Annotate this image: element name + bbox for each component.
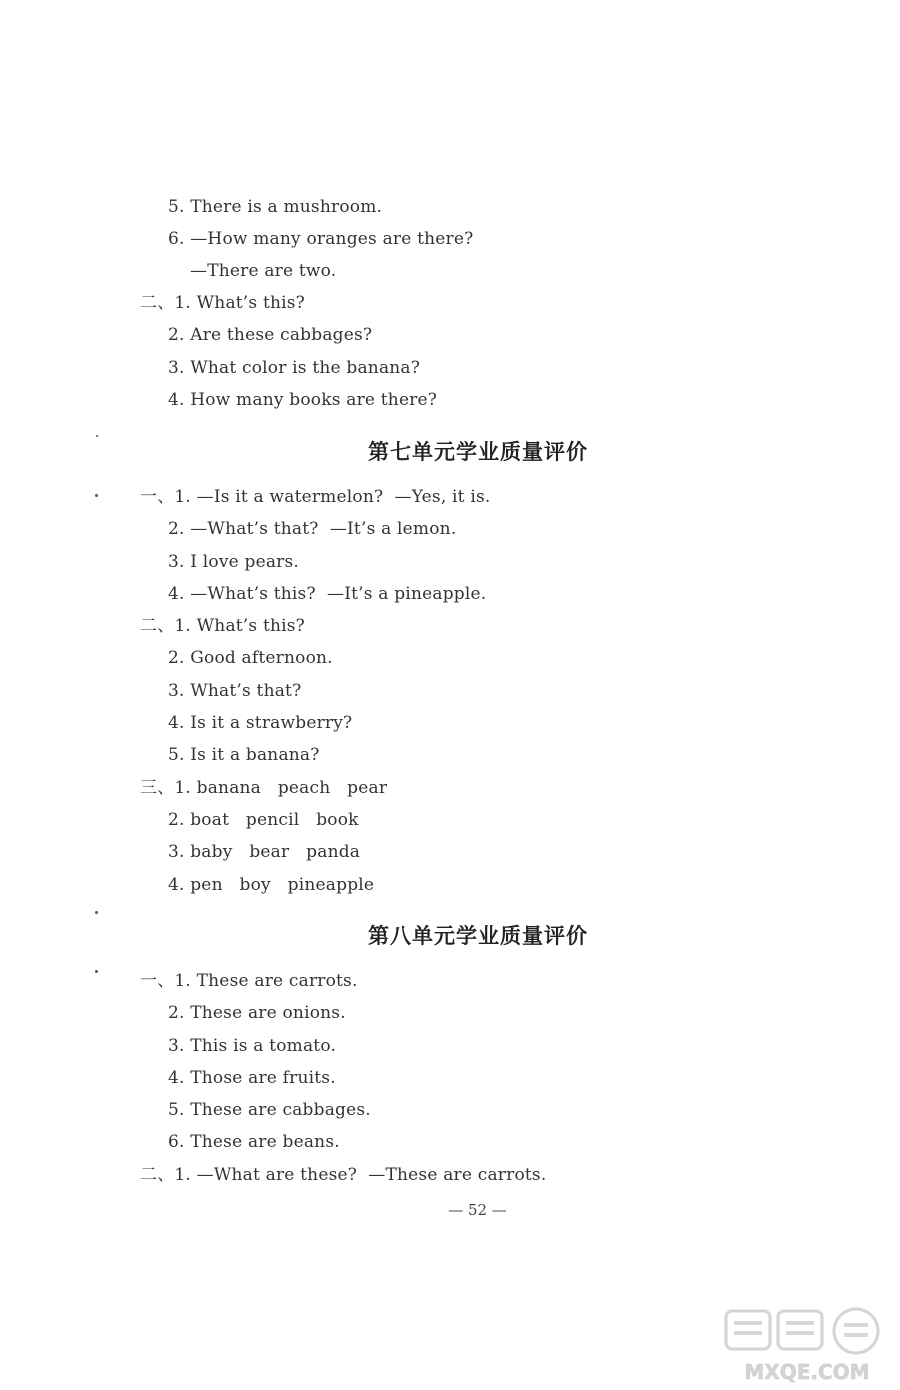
answer-line: 4. Those are fruits. xyxy=(168,1068,336,1088)
answer-line: 5. Is it a banana? xyxy=(168,745,320,765)
answer-line: 2. These are onions. xyxy=(168,1003,346,1023)
answer-line: 二、1. What’s this? xyxy=(140,293,305,313)
answer-line: 2. Are these cabbages? xyxy=(168,325,373,345)
answer-line: 3. baby bear panda xyxy=(168,842,361,862)
answer-line: 4. How many books are there? xyxy=(168,390,438,410)
answer-line: 5. There is a mushroom. xyxy=(168,197,383,217)
answer-line: 一、1. —Is it a watermelon? —Yes, it is. xyxy=(140,487,491,507)
answer-line: —There are two. xyxy=(190,261,337,281)
scan-speck xyxy=(95,494,98,497)
answer-line: 3. I love pears. xyxy=(168,552,300,572)
answer-line: 4. —What’s this? —It’s a pineapple. xyxy=(168,584,487,604)
svg-text:MXQE.COM: MXQE.COM xyxy=(744,1360,870,1384)
answer-line: 2. —What’s that? —It’s a lemon. xyxy=(168,519,457,539)
answer-line: 3. What color is the banana? xyxy=(168,358,421,378)
scan-speck xyxy=(95,970,98,973)
answer-line: 4. pen boy pineapple xyxy=(168,875,375,895)
scan-speck xyxy=(95,911,98,914)
section-title-unit7: 第七单元学业质量评价 xyxy=(368,440,588,464)
answer-line: 4. Is it a strawberry? xyxy=(168,713,353,733)
section-title-unit8: 第八单元学业质量评价 xyxy=(368,924,588,948)
answer-line: 3. What’s that? xyxy=(168,681,302,701)
answer-line: 一、1. These are carrots. xyxy=(140,971,358,991)
answer-line: 二、1. What’s this? xyxy=(140,616,305,636)
answer-line: 6. —How many oranges are there? xyxy=(168,229,474,249)
watermark-logo xyxy=(722,1305,892,1385)
answer-line: 2. Good afternoon. xyxy=(168,648,333,668)
answer-line: 二、1. —What are these? —These are carrots. xyxy=(140,1165,547,1185)
answer-line: 3. This is a tomato. xyxy=(168,1036,337,1056)
answer-line: 三、1. banana peach pear xyxy=(140,778,388,798)
answer-line: 6. These are beans. xyxy=(168,1132,340,1152)
answer-line: 2. boat pencil book xyxy=(168,810,359,830)
answer-line: 5. These are cabbages. xyxy=(168,1100,371,1120)
page-number: — 52 — xyxy=(448,1201,507,1219)
scan-speck xyxy=(96,435,98,437)
